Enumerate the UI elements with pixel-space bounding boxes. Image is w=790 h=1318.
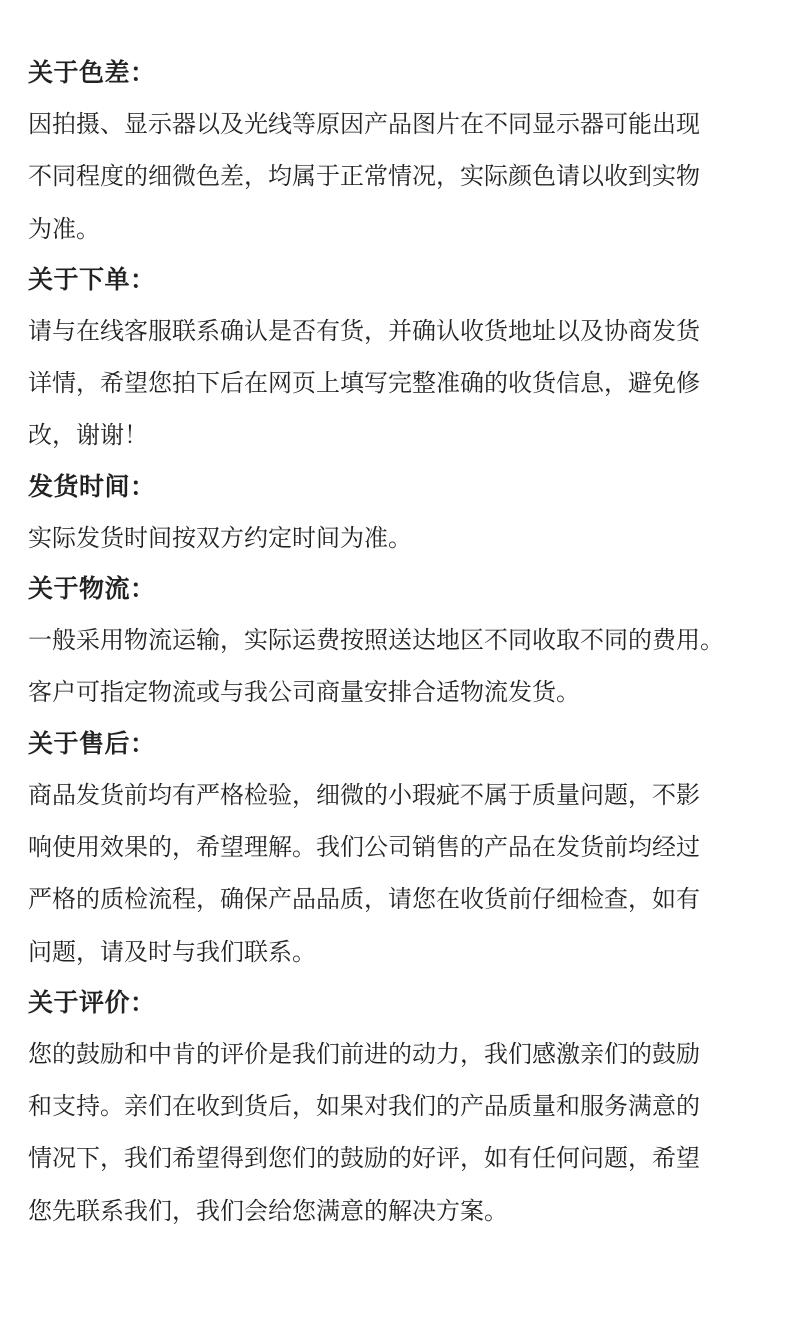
section-body [28,98,773,255]
body-line: 商品发货前均有严格检验，细微的小瑕疵不属于质量问题，不影 [28,780,700,809]
notice-document [28,48,773,1237]
section-title: 关于色差： [28,58,156,87]
body-line: 客户可指定物流或与我公司商量安排合适物流发货。 [28,678,580,707]
body-line: 响使用效果的，希望理解。我们公司销售的产品在发货前均经过 [28,832,700,861]
section-after-sales [28,719,773,978]
body-line: 改，谢谢！ [28,421,148,450]
section-body [28,769,773,978]
body-line: 请与在线客服联系确认是否有货，并确认收货地址以及协商发货 [28,316,700,345]
section-body [28,1028,773,1237]
body-line: 实际发货时间按双方约定时间为准。 [28,523,412,552]
section-title: 发货时间： [28,471,156,501]
section-color-difference [28,48,773,255]
body-line: 严格的质检流程，确保产品品质，请您在收货前仔细检查，如有 [28,885,700,914]
section-title: 关于物流： [28,574,156,604]
section-body [28,512,773,564]
section-logistics [28,564,773,719]
body-line: 因拍摄、显示器以及光线等原因产品图片在不同显示器可能出现 [28,110,700,138]
section-reviews [28,978,773,1237]
section-title: 关于下单： [28,264,156,294]
body-line: 问题，请及时与我们联系。 [28,937,316,966]
body-line: 一般采用物流运输，实际运费按照送达地区不同收取不同的费用。 [28,626,724,655]
body-line: 不同程度的细微色差，均属于正常情况，实际颜色请以收到实物 [28,162,700,191]
body-line: 为准。 [28,214,100,243]
section-body [28,305,773,462]
body-line: 情况下，我们希望得到您们的鼓励的好评，如有任何问题，希望 [28,1144,700,1173]
section-ordering [28,255,773,462]
section-body [28,614,773,719]
body-line: 您的鼓励和中肯的评价是我们前进的动力，我们感激亲们的鼓励 [28,1039,700,1068]
body-line: 和支持。亲们在收到货后，如果对我们的产品质量和服务满意的 [28,1092,700,1121]
body-line: 您先联系我们，我们会给您满意的解决方案。 [28,1196,508,1225]
section-title: 关于评价： [28,987,156,1017]
body-line: 详情，希望您拍下后在网页上填写完整准确的收货信息，避免修 [28,369,700,398]
section-title: 关于售后： [28,728,156,758]
section-shipping-time [28,462,773,564]
